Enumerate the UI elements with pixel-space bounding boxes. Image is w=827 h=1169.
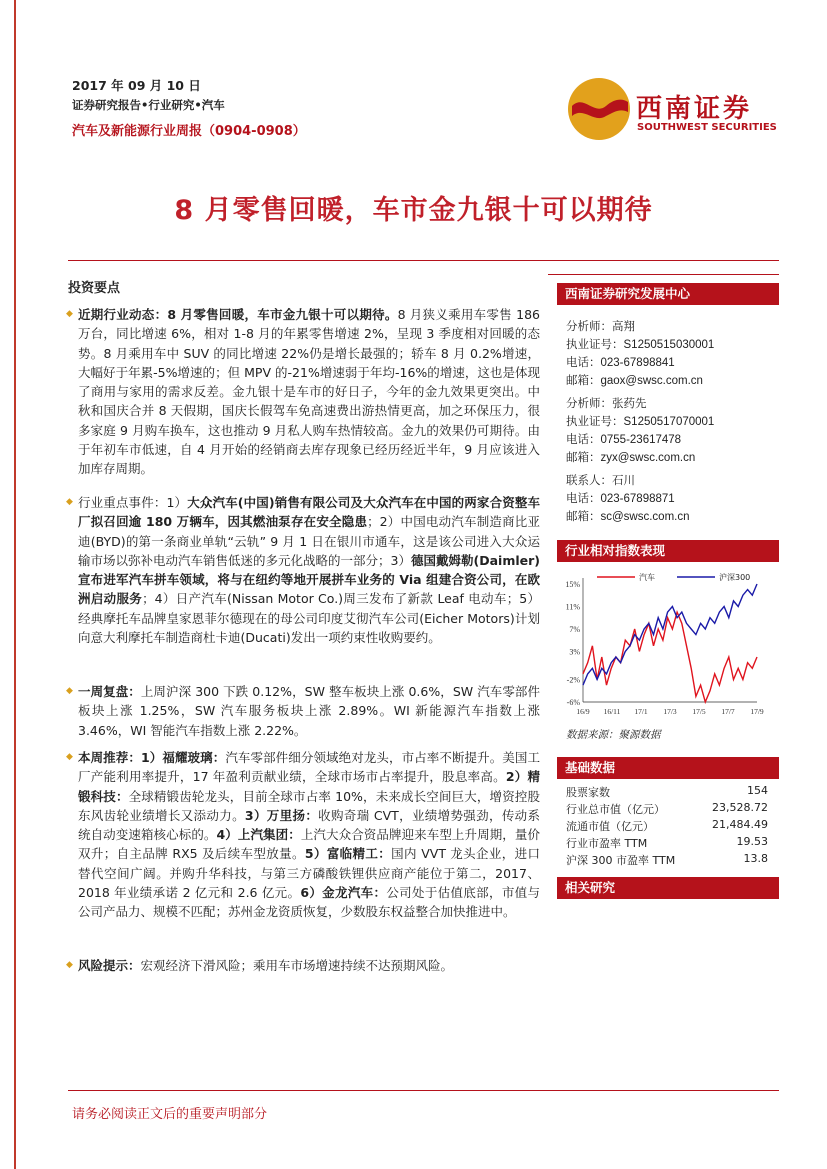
body-text: 8 月狭义乘用车零售 186 万台，同比增速 6%，相对 1-8 月的年累零售增速 2%，呈现 3 季度相对回暖的态势。8 月乘用车中 SUV 的同比增速 22%仍是增长最强的；轿车 8 月 0.2%增速，大幅好于年累-5%增速的；但 MPV 的-21%增速弱于年均-16%的增速，这也是体现了商用与家用的需求反差。金九银十是车市的好日子，今年的金九效果更突出。中秋和国庆合并 8 天假期，国庆长假驾车免高速费出游热情更高，加之环保压力，很多家庭 9 月购车换车，这也推动 9 月私人购车热情较高。金九的效果仍可期待。由于年初车市低速，自 4 月开始的经销商去库存现象已经历经近半年，9 月应该进入加库存周期。 xyxy=(78,307,540,477)
value: 0755-23617478 xyxy=(600,434,682,446)
label: 电话： xyxy=(566,355,601,369)
chart-source: 数据来源：聚源数据 xyxy=(566,729,661,741)
y-tick-label: 15% xyxy=(565,580,580,589)
bullet-icon: ◆ xyxy=(66,497,73,507)
email-3[interactable] xyxy=(566,508,690,524)
label: 邮箱： xyxy=(566,450,601,464)
legend-label: 沪深300 xyxy=(719,573,751,582)
cert-2 xyxy=(566,413,714,429)
section-heading: 投资要点 xyxy=(68,281,121,296)
label: 邮箱： xyxy=(566,509,601,523)
value: S1250517070001 xyxy=(623,416,715,428)
value: S1250515030001 xyxy=(623,339,715,351)
lead-text: 一周复盘： xyxy=(78,684,141,699)
weekly-title: 汽车及新能源行业周报（0904-0908） xyxy=(72,124,306,139)
contact xyxy=(566,472,635,488)
label: 分析师： xyxy=(566,396,612,410)
value: 21,484.49 xyxy=(712,818,768,831)
bullet-icon: ◆ xyxy=(66,960,73,970)
basic-row xyxy=(566,835,768,851)
value: 023-67898871 xyxy=(600,493,675,505)
value: 石川 xyxy=(612,473,635,487)
bold-text: 5）富临精工： xyxy=(304,846,392,862)
left-margin-rule xyxy=(14,0,16,1169)
label: 联系人： xyxy=(566,473,612,487)
analyst-2 xyxy=(566,395,647,411)
related-research-heading: 相关研究 xyxy=(557,877,779,899)
paragraph-recommendations xyxy=(78,748,540,922)
x-tick-label: 16/9 xyxy=(576,707,590,716)
label: 执业证号： xyxy=(566,414,624,428)
company-logo-icon xyxy=(566,76,632,142)
x-tick-label: 17/3 xyxy=(663,707,677,716)
body-text: ；2）中国电动汽车制造商比亚迪(BYD)的第一条商业单轨“云轨” 9 月 1 日在银川市通车，这是该公司进入大众运输市场以弥补电动汽车销售低迷的多元化战略的一部分；3） xyxy=(78,514,540,568)
bullet-icon: ◆ xyxy=(66,686,73,696)
report-date: 2017 年 09 月 10 日 xyxy=(72,78,201,93)
email-link[interactable]: gaox@swsc.com.cn xyxy=(600,375,703,387)
body-text: 全球精锻齿轮龙头，目前全球市占率 10%，未来成长空间巨大，增资控股东风齿轮业绩增长又添动力。 xyxy=(78,788,540,823)
basic-row xyxy=(566,801,768,817)
chart-heading: 行业相对指数表现 xyxy=(557,540,779,562)
body-text: ；4）日产汽车(Nissan Motor Co.)周三发布了新款 Leaf 电动车；5）经典摩托车品牌皇家恩菲尔德现在的母公司印度艾彻汽车公司(Eicher Motors)计划向意大利摩托车制造商杜卡迪(Ducati)发出一项约束性收购要约。 xyxy=(78,591,540,646)
email-link[interactable]: zyx@swsc.com.cn xyxy=(600,452,696,464)
bold-text: 1）福耀玻璃： xyxy=(140,750,226,765)
paragraph-weekly-review xyxy=(78,682,540,740)
value: 023-67898841 xyxy=(600,357,675,369)
body-text: 上周沪深 300 下跌 0.12%，SW 整车板块上涨 0.6%，SW 汽车零部件板块上涨 1.25%，SW 汽车服务板块上涨 2.89%。WI 新能源汽车指数上涨 3.46%，WI 智能汽车指数上涨 2.22%。 xyxy=(78,684,540,738)
paragraph-industry-news xyxy=(78,305,540,479)
body-text: 宏观经济下滑风险；乘用车市场增速持续不达预期风险。 xyxy=(140,958,454,973)
x-tick-label: 16/11 xyxy=(603,707,621,716)
bullet-icon: ◆ xyxy=(66,752,73,762)
value: 高翔 xyxy=(612,319,635,333)
label: 邮箱： xyxy=(566,373,601,387)
bold-text: 4）上汽集团： xyxy=(216,827,301,843)
lead-text: 近期行业动态：8 月零售回暖，车市金九银十可以期待。 xyxy=(78,307,398,322)
label: 分析师： xyxy=(566,319,612,333)
value: 13.8 xyxy=(743,852,768,865)
x-tick-label: 17/7 xyxy=(721,707,735,716)
bold-text: 2）精锻科技： xyxy=(78,769,540,804)
basic-row xyxy=(566,852,768,868)
x-tick-label: 17/1 xyxy=(634,707,648,716)
lead-text: 风险提示： xyxy=(78,958,141,973)
y-tick-label: 3% xyxy=(569,647,580,657)
logo-text-cn: 西南证券 xyxy=(636,94,753,124)
logo-text-en: SOUTHWEST SECURITIES xyxy=(637,122,777,133)
x-tick-label: 17/5 xyxy=(692,707,706,716)
email-link[interactable]: sc@swsc.com.cn xyxy=(600,511,690,523)
body-text: 国内 VVT 龙头企业，进口替代空间广阔。并购升华科技，与第三方磷酸铁锂供应商产能位于第二，2017、2018 年业绩承诺 2 亿元和 2.6 亿元。 xyxy=(78,846,541,901)
bold-text: 德国戴姆勒(Daimler)宣布进军汽车拼车领域，将与在纽约等地开展拼车业务的 Via 组建合资公司，在欧洲启动服务 xyxy=(78,552,540,607)
analyst-1 xyxy=(566,318,635,334)
value: 23,528.72 xyxy=(712,801,768,814)
label: 股票家数 xyxy=(566,786,610,799)
body-text: 公司处于估值底部，市值与公司产品力、规模不匹配；苏州金龙资质恢复，少数股东权益整合加快推进中。 xyxy=(78,885,540,920)
footer-rule xyxy=(68,1090,779,1091)
value: 张药先 xyxy=(612,396,647,410)
lead-text: 本周推荐： xyxy=(78,750,141,765)
body-text: 行业重点事件：1） xyxy=(78,495,188,510)
bold-text: 3）万里扬： xyxy=(244,807,319,823)
value: 19.53 xyxy=(736,835,768,848)
x-tick-label: 17/9 xyxy=(750,707,764,716)
email-2[interactable] xyxy=(566,449,695,465)
series-line-auto xyxy=(583,612,757,702)
bold-text: 6）金龙汽车： xyxy=(300,885,387,901)
legend-label: 汽车 xyxy=(639,573,655,582)
title-rule xyxy=(68,260,779,261)
bold-text: 大众汽车(中国)销售有限公司及大众汽车在中国的两家合资整车厂拟召回逾 180 万辆车，因其燃油泵存在安全隐患 xyxy=(78,495,540,530)
footer-disclaimer: 请务必阅读正文后的重要声明部分 xyxy=(72,1107,268,1122)
basic-data-heading: 基础数据 xyxy=(557,757,779,779)
label: 电话： xyxy=(566,432,601,446)
research-center-heading: 西南证券研究发展中心 xyxy=(557,283,779,305)
label: 电话： xyxy=(566,491,601,505)
paragraph-risk xyxy=(78,956,540,975)
sidebar-top-rule xyxy=(548,274,779,275)
body-text: 收购奇瑞 CVT，业绩增势强劲，传动系统自动变速箱核心标的。 xyxy=(78,807,540,843)
y-tick-label: -2% xyxy=(566,675,580,685)
y-tick-label: -6% xyxy=(566,698,580,707)
cert-1 xyxy=(566,336,714,352)
relative-index-chart xyxy=(557,568,779,724)
body-text: 上汽大众合资品牌迎来车型上升周期，量价双升；自主品牌 RX5 及后续车型放量。 xyxy=(78,827,540,862)
label: 行业市盈率 TTM xyxy=(566,837,648,850)
report-type: 证券研究报告•行业研究•汽车 xyxy=(72,98,225,112)
basic-row xyxy=(566,784,768,800)
label: 行业总市值（亿元） xyxy=(566,803,665,816)
paragraph-key-events xyxy=(78,493,540,647)
basic-row xyxy=(566,818,768,834)
phone-3 xyxy=(566,490,675,506)
bullet-icon: ◆ xyxy=(66,309,73,319)
value: 154 xyxy=(747,784,768,797)
page-title: 8 月零售回暖，车市金九银十可以期待 xyxy=(174,195,653,226)
email-1[interactable] xyxy=(566,372,703,388)
label: 流通市值（亿元） xyxy=(566,820,654,833)
y-tick-label: 11% xyxy=(565,602,580,612)
phone-2 xyxy=(566,431,681,447)
label: 执业证号： xyxy=(566,337,624,351)
phone-1 xyxy=(566,354,675,370)
label: 沪深 300 市盈率 TTM xyxy=(566,854,676,867)
y-tick-label: 7% xyxy=(569,624,580,634)
body-text: 汽车零部件细分领域绝对龙头，市占率不断提升。美国工厂产能利用率提升，17 年盈利贡献业绩，全球市场市占率提升，股息率高。 xyxy=(78,750,540,785)
